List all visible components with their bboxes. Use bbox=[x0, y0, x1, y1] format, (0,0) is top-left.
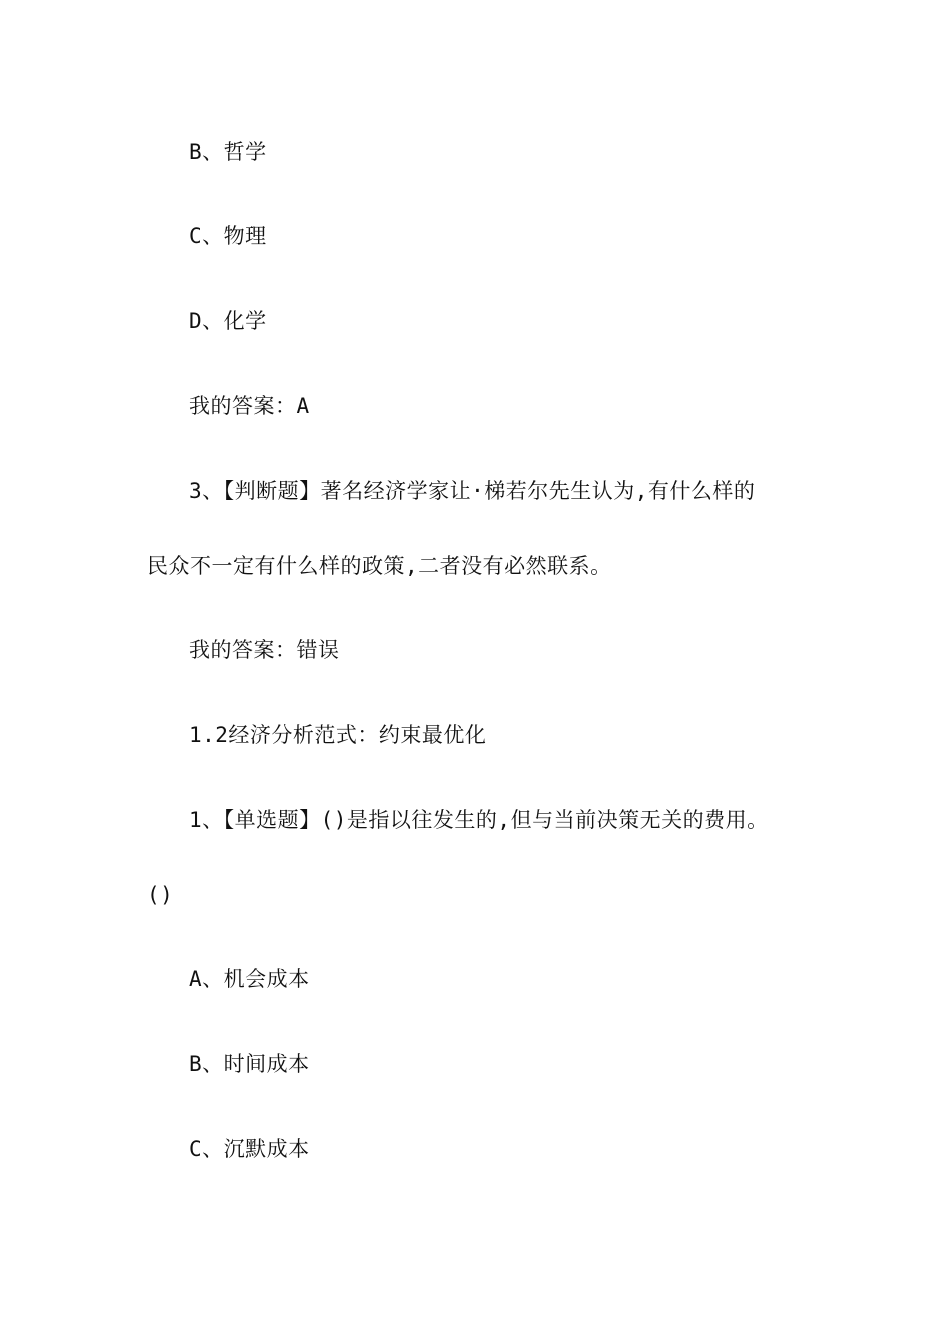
option-b: B、哲学 bbox=[189, 140, 267, 164]
question-text-continued: () bbox=[147, 883, 174, 907]
option-c: C、沉默成本 bbox=[189, 1137, 310, 1161]
option-b: B、时间成本 bbox=[189, 1052, 310, 1076]
section-heading: 1.2经济分析范式：约束最优化 bbox=[189, 723, 487, 747]
option-a: A、机会成本 bbox=[189, 967, 310, 991]
question-text: 1、【单选题】()是指以往发生的,但与当前决策无关的费用。 bbox=[189, 808, 769, 832]
my-answer: 我的答案：A bbox=[189, 394, 310, 418]
my-answer: 我的答案：错误 bbox=[189, 638, 340, 662]
option-c: C、物理 bbox=[189, 224, 267, 248]
option-d: D、化学 bbox=[189, 309, 267, 333]
question-text: 3、【判断题】著名经济学家让·梯若尔先生认为,有什么样的 bbox=[189, 479, 756, 503]
question-text-continued: 民众不一定有什么样的政策,二者没有必然联系。 bbox=[147, 554, 612, 578]
